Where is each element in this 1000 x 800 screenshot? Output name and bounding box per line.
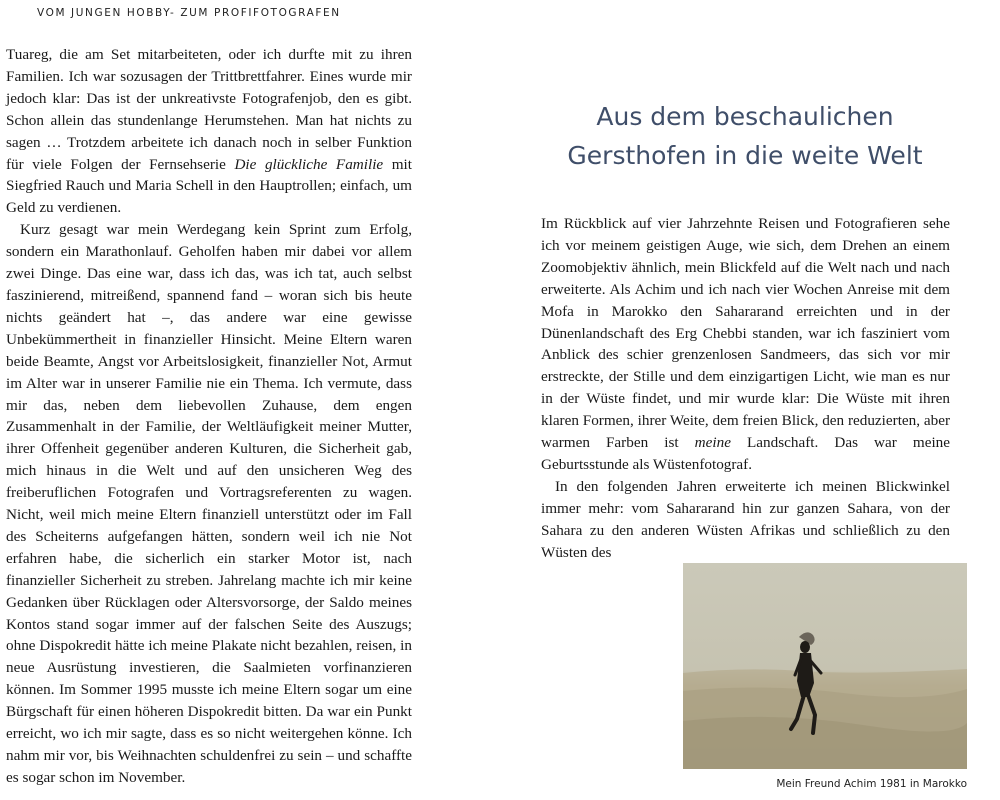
- paragraph: Tuareg, die am Set mitarbeiteten, oder ich durfte mit zu ihren Familien. Ich war sozusagen der Trittbrettfahrer. Eines wurde mir jedoch klar: Das ist der unkreativste Fotografenjob, den es gibt. Schon allein das stundenlange Herumstehen. Man hat nichts zu sagen … Trotzdem arbeitete ich danach noch in selber Funktion für viele Folgen der Fernsehserie Die glückliche Familie mit Siegfried Rauch und Maria Schell in den Hauptrollen; einfach, um Geld zu verdienen.: [6, 46, 412, 217]
- photo-caption: Mein Freund Achim 1981 in Marokko: [776, 778, 967, 790]
- tv-series-title: Die glückliche Familie: [234, 155, 384, 173]
- right-column-text: [541, 213, 950, 564]
- paragraph: Kurz gesagt war mein Werdegang kein Sprint zum Erfolg, sondern ein Marathonlauf. Geholfen haben mir dabei vor allem zwei Dinge. Das eine war, dass ich das, was ich tat, auch selbst faszinierend, mitreißend, spannend fand – woran sich bis heute nichts geändert hat –, das andere war eine gewisse Unbekümmertheit in finanzieller Hinsicht. Meine Eltern waren beide Beamte, Angst vor Arbeitslosigkeit, finanzieller Not, Armut im Alter war in unserer Familie nie ein Thema. Ich vermute, dass mir das, neben dem liebevollen Zuhause, dem engen Zusammenhalt in der Familie, der Weltläufigkeit meiner Mutter, ihrer Offenheit gegenüber anderen Kulturen, die Sicherheit gab, mich hinaus in die Welt und auf den unsicheren Weg des freiberuflichen Fotografen und Vortragsreferenten zu wagen. Nicht, weil mich meine Eltern finanziell unterstützt oder im Fall des Scheiterns aufgefangen hätten, sondern weil ich nie Not erfahren habe, die sicherlich ein starker Motor ist, nach finanzieller Sicherheit zu streben. Jahrelang machte ich mir keine Gedanken über Rücklagen oder Altersvorsorge, der Saldo meines Kontos stand sogar immer auf der falschen Seite des Auszugs; ohne Dispokredit hätte ich meine Plakate nicht bezahlen, reisen, in neue Ausrüstung investieren, die Saalmieten vorfinanzieren können. Im Sommer 1995 musste ich meine Eltern sogar um eine Bürgschaft für einen höheren Dispokredit bitten. Da war ein Punkt erreicht, wo ich mir sagte, dass es so nicht weitergehen könne. Ich nahm mir vor, bis Weihnachten schuldenfrei zu sein – und schaffte es sogar schon im November.: [6, 221, 412, 786]
- emphasis: meine: [694, 434, 731, 452]
- section-heading: [545, 97, 945, 175]
- paragraph: In den folgenden Jahren erweiterte ich meinen Blickwinkel immer mehr: vom Sahararand hin zur ganzen Sahara, von der Sahara zu den anderen Wüsten Afrikas und schließlich zu den Wüsten des: [541, 477, 950, 561]
- running-head: VOM JUNGEN HOBBY- ZUM PROFIFOTOGRAFEN: [37, 7, 341, 19]
- desert-scene-illustration: [683, 563, 967, 769]
- heading-line-2: Gersthofen in die weite Welt: [567, 141, 923, 170]
- left-column-text: [6, 44, 412, 789]
- desert-photo: [683, 563, 967, 769]
- heading-line-1: Aus dem beschaulichen: [596, 102, 894, 131]
- paragraph: Im Rückblick auf vier Jahrzehnte Reisen und Fotografieren sehe ich vor meinem geistigen Auge, wie sich, dem Drehen an einem Zoomobjektiv ähnlich, mein Blickfeld auf die Welt nach und nach erweiterte. Als Achim und ich nach vier Wochen Anreise mit dem Mofa in Marokko den Sahararand erreichten und in der Dünenlandschaft des Erg Chebbi standen, war ich fasziniert vom Anblick des schier grenzenlosen Sandmeers, das sich vor mir erstreckte, der Stille und dem einzigartigen Licht, wie man es nur in der Wüste findet, und mir wurde klar: Die Wüste mit ihren klaren Formen, ihrer Weite, dem freien Blick, den reduzierten, aber warmen Farben ist meine Landschaft. Das war meine Geburtsstunde als Wüstenfotograf.: [541, 215, 951, 473]
